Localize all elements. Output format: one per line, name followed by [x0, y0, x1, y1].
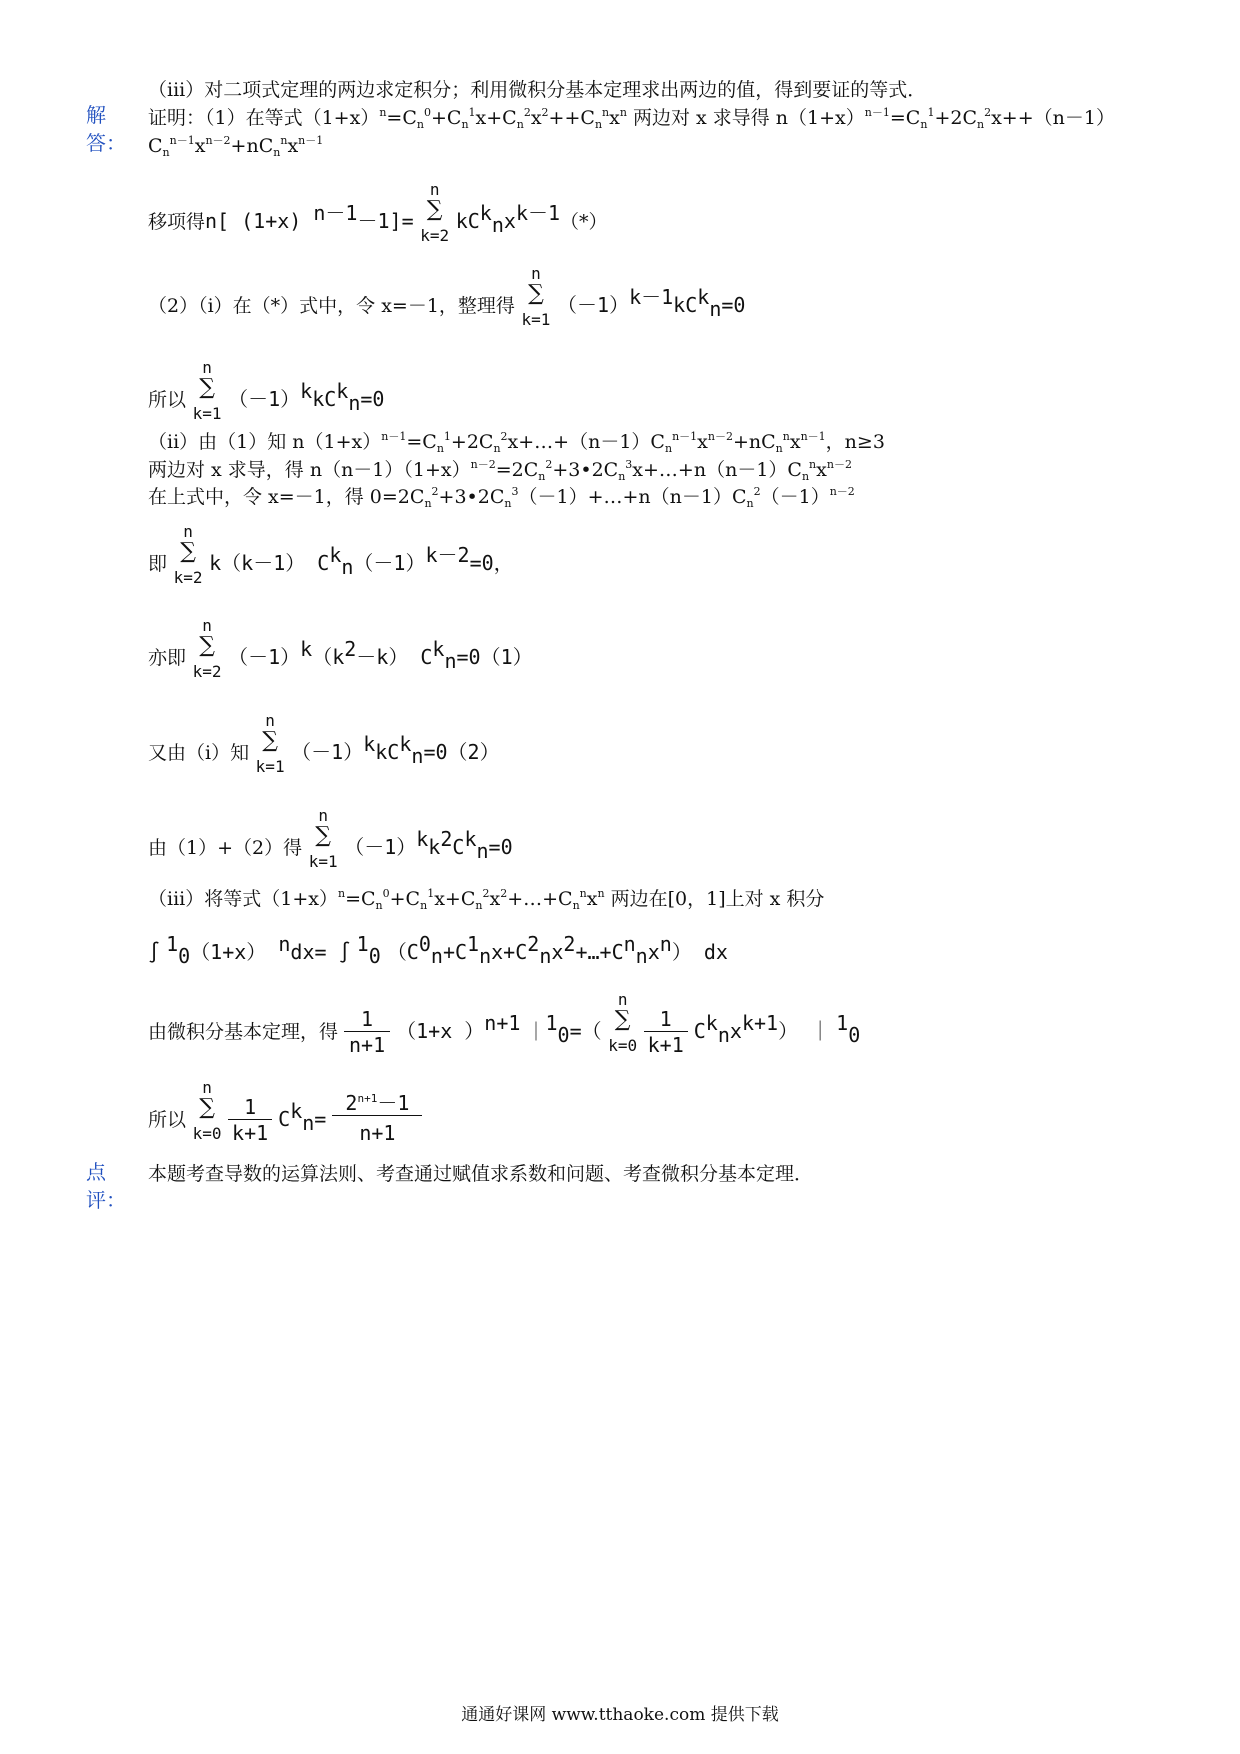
footer-source: 通通好课网 www.tthaoke.com 提供下载: [461, 1705, 779, 1725]
summation-sign: n ∑ k=2: [420, 180, 450, 245]
fraction-1-over-k-plus-1: $\frac{1}{k+1}$: [228, 1109, 272, 1133]
part-ii-line-3: 在上式中，令 x=－1，得 $0=2C_n^2+3•2C_n^3(-1)+\dots+n(n-1)C_n^2(-1)^{n-2}$: [148, 485, 855, 510]
fraction-1-over-k-plus-1: $\frac{1}{k+1}$: [644, 1021, 688, 1045]
comment-text: 本题考查导数的运算法则、考查通过赋值求系数和问题、考查微积分基本定理．: [148, 1163, 814, 1185]
summation-sign: n ∑ k=1: [521, 264, 551, 329]
summation-sign: n ∑ k=1: [255, 711, 285, 776]
fundamental-theorem-line: 由微积分基本定理，得 $\frac{1}{n+1}$ （1+x ）$^{n+1}$ ｜$^1_0$=（ n ∑ k=0 $\frac{1}{k+1}$ $C^k_nx^{k+1}$） ｜ $^1_0$: [148, 990, 861, 1057]
answer-label: 解: [86, 103, 106, 127]
part-ii-sum-1: 即 n ∑ k=2 k（k－1） $C^k_n(-1)^{k-2}=0$，: [148, 522, 514, 587]
comment-label-2: 评：: [86, 1188, 126, 1212]
summation-sign: n ∑ k=0: [608, 990, 638, 1055]
summation-sign: n ∑ k=2: [192, 616, 222, 681]
summation-sign: n ∑ k=2: [173, 522, 203, 587]
proof-line-1-cont: $C_n^{n-1}x^{n-2}+nC_n^nx^{n-1}$: [148, 134, 324, 159]
part-ii-sum-3: 又由（i）知 n ∑ k=1 $(-1)^kkC^k_n=0(2)$: [148, 711, 500, 776]
summation-sign: n ∑ k=0: [192, 1078, 222, 1143]
answer-label-2: 答：: [86, 131, 126, 155]
part-iii-line-1: （iii）将等式$(1+x)^n=C_n^0+C_n^1x+C_n^2x^2+\dots+C_n^nx^n$ 两边在[0，1]上对 x 积分: [148, 887, 825, 912]
part-2-i-equation: （2）（i）在（*）式中，令 x=－1，整理得 n ∑ k=1 $(-1)^{k-1}kC^k_n=0$: [148, 264, 746, 329]
fraction-1-over-n-plus-1: $\frac{1}{n+1}$: [344, 1021, 390, 1045]
part-ii-line-1: （ii）由（1）知 $n(1+x)^{n-1}=C_n^1+2C_n^2x+\dots+(n-1)C_n^{n-1}x^{n-2}+nC_n^nx^{n-1}$，n≥3: [148, 430, 885, 455]
line-strategy-iii: （iii）对二项式定理的两边求定积分；利用微积分基本定理求出两边的值，得到要证的等式．: [148, 79, 927, 101]
comment-label: 点: [86, 1160, 106, 1184]
summation-sign: n ∑ k=1: [192, 358, 222, 423]
rearranged-equation: 移项得n[ (1+x) $^{n-1}$－1]= n ∑ k=2 $kC^k_nx^{k-1}(*)$: [148, 180, 608, 245]
fraction-result: $\frac{2^{n+1}-1}{n+1}$: [332, 1109, 422, 1133]
part-ii-line-2: 两边对 x 求导，得 $n(n-1)(1+x)^{n-2}=2C_n^2+3•2C_n^3x+\dots+n(n-1)C_n^nx^{n-2}$: [148, 458, 852, 483]
conclusion-i: 所以 n ∑ k=1 $(-1)^kkC^k_n=0$: [148, 358, 385, 423]
summation-sign: n ∑ k=1: [308, 806, 338, 871]
final-result: 所以 n ∑ k=0 $\frac{1}{k+1}$ $C^k_n=$ $\frac{2^{n+1}-1}{n+1}$: [148, 1102, 422, 1162]
part-ii-result: 由（1）+（2）得 n ∑ k=1 $(-1)^kk^2C^k_n=0$: [148, 806, 513, 871]
integral-equation: ∫ $^1_0$（1+x） $^n$dx= ∫ $^1_0$ $(C^0_n+C^1_nx+C^2_nx^2+\dots+C^n_nx^n)$ dx: [148, 932, 728, 968]
part-ii-sum-2: 亦即 n ∑ k=2 $(-1)^k(k^2-k)$ $C^k_n=0(1)$: [148, 616, 533, 681]
proof-line-1: 证明：（1）在等式$(1+x)^n=C_n^0+C_n^1x+C_n^2x^2++C_n^nx^n$ 两边对 x 求导得 $n(1+x)^{n-1}=C_n^1+2C_n^2x++(n-1)$: [148, 106, 1115, 131]
